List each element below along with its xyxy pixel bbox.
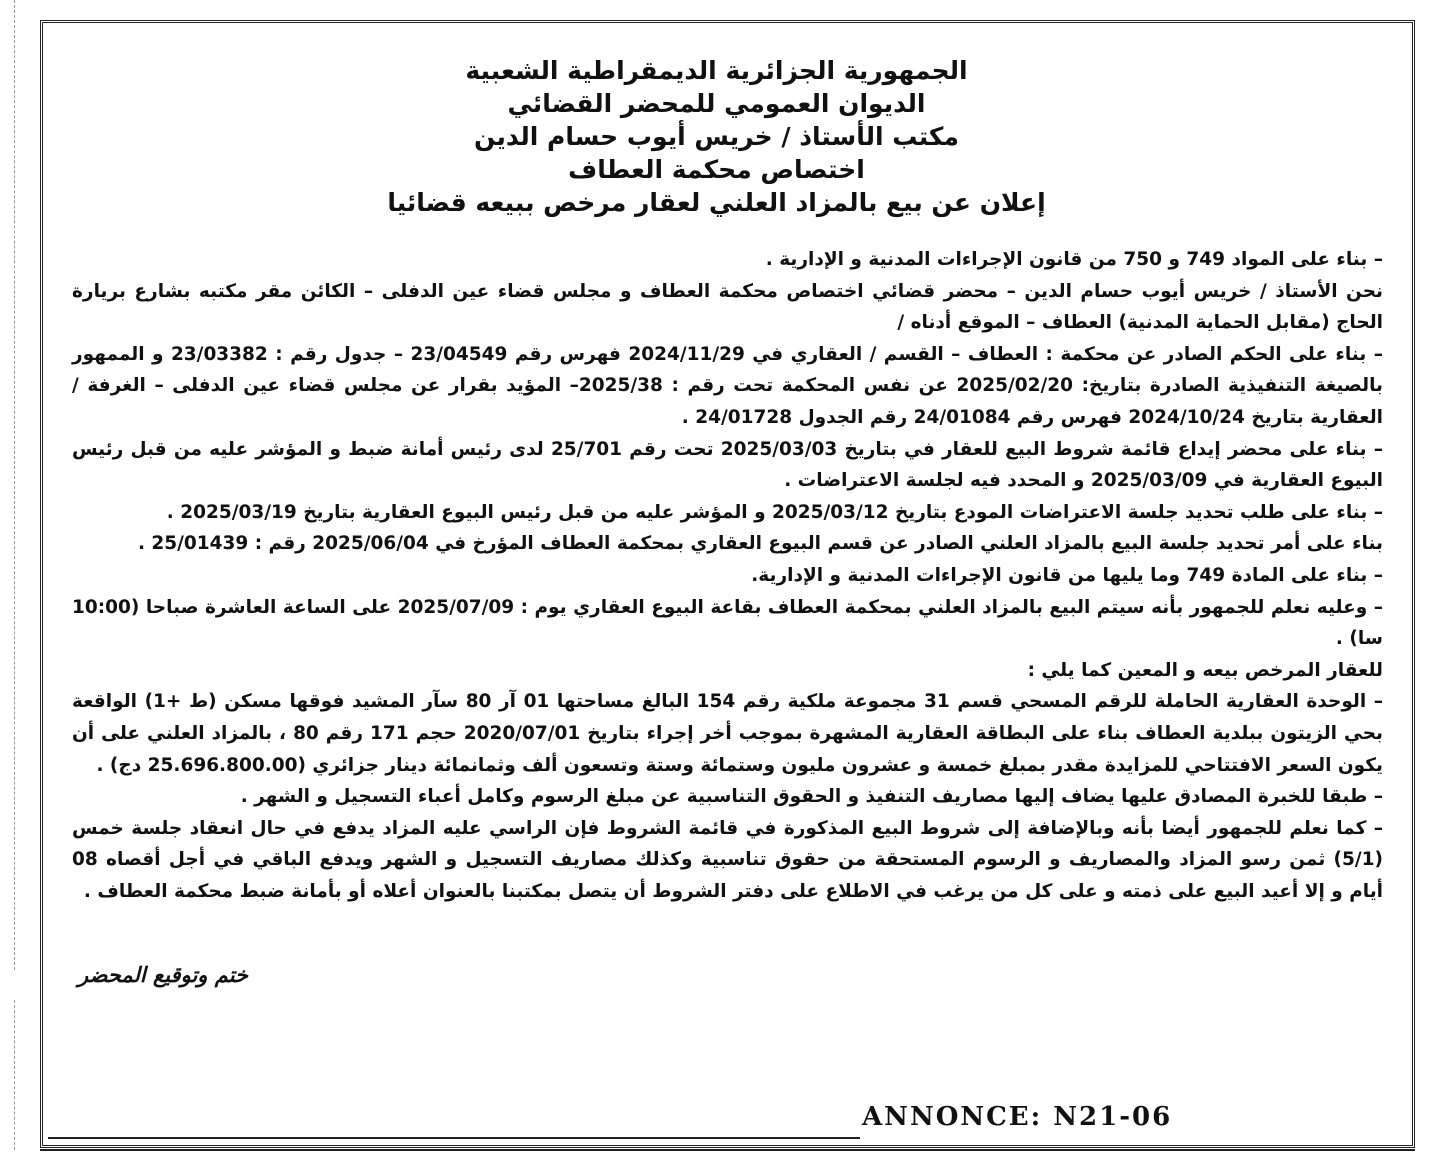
bailiff-office: مكتب الأستاذ / خريس أيوب حسام الدين [474, 122, 959, 151]
paragraph-deposit: – بناء على محضر إيداع قائمة شروط البيع للعقار في بتاريخ 2025/03/03 تحت رقم 25/701 لدى رئيس أمانة ضبط و المؤشر عليه من قبل رئيس البيوع العقارية في 2025/03/09 و المحدد فيه لجلسة الاعتراضات . [72, 438, 1383, 492]
paragraph-judgment: – بناء على الحكم الصادر عن محكمة : العطاف – القسم / العقاري في 2024/11/29 فهرس رقم 23/04549 – جدول رقم : 23/03382 و الممهور بالصيغة التنفيذية الصادرة بتاريخ: 2025/02/20 عن نفس المحكمة تحت رقم : 2025/38– المؤيد بقرار عن مجلس قضاء عين الدفلى – الغرفة / العقارية بتاريخ 2024/10/24 فهرس رقم 24/01084 رقم الجدول 24/01728 . [72, 343, 1383, 428]
frame-bottom-rule [40, 1149, 1415, 1151]
annonce-number: ANNONCE: N21-06 [862, 1102, 1173, 1132]
paragraph-article: – بناء على المادة 749 وما يليها من قانون الإجراءات المدنية و الإدارية. [751, 564, 1383, 586]
republic-name: الجمهورية الجزائرية الديمقراطية الشعبية [465, 56, 968, 85]
paragraph-conditions: – كما نعلم للجمهور أيضا بأنه وبالإضافة إلى شروط البيع المذكورة في قائمة الشروط فإن الراسي عليه المزاد يدفع في حال انعقاد جلسة خمس (5/1) ثمن رسو المزاد والمصاريف و الرسوم المستحقة من حقوق تناسبية وكذلك مصاريف التسجيل و الشهر ويدفع الباقي في أجل أقصاه 08 أيام و إلا أعيد البيع على ذمته و على كل من يرغب في الاطلاع على دفتر الشروط أن يتصل بمكتبنا بالعنوان أعلاه أو بأمانة ضبط محكمة العطاف . [72, 817, 1383, 902]
paragraph-property-intro: للعقار المرخص بيعه و المعين كما يلي : [1027, 659, 1383, 681]
annonce-rule [48, 1137, 860, 1139]
paragraph-objections: – بناء على طلب تحديد جلسة الاعتراضات المودع بتاريخ 2025/03/12 و المؤشر عليه من قبل رئيس البيوع العقارية بتاريخ 2025/03/19 . [166, 501, 1383, 523]
jurisdiction: اختصاص محكمة العطاف [568, 155, 865, 184]
paragraph-expertise: – طبقا للخبرة المصادق عليها يضاف إليها مصاريف التنفيذ و الحقوق التناسبية عن مبلغ الرسوم وكامل أعباء التسجيل و الشهر . [240, 786, 1383, 808]
paragraph-bailiff: نحن الأستاذ / خريس أيوب حسام الدين – محضر قضائي اختصاص محكمة العطاف و مجلس قضاء عين الدفلى – الكائن مقر مكتبه بشارع بريارة الحاج (مقابل الحماية المدنية) العطاف – الموقع أدناه / [72, 280, 1383, 334]
paragraph-sale-order: بناء على أمر تحديد جلسة البيع بالمزاد العلني الصادر عن قسم البيوع العقاري بمحكمة العطاف المؤرخ في 2025/06/04 رقم : 25/01439 . [137, 533, 1383, 555]
paragraph-property: – الوحدة العقارية الحاملة للرقم المسحي قسم 31 مجموعة ملكية رقم 154 البالغ مساحتها 01 آر 80 سآر المشيد فوقها مسكن (ط +1) الواقعة بحي الزيتون ببلدية العطاف بناء على البطاقة العقارية المشهرة بموجب أخر إجراء بتاريخ 2020/07/01 حجم 171 رقم 80 ، بالمزاد العلني على أن يكون السعر الافتتاحي للمزايدة مقدر بمبلغ خمسة و عشرون مليون وستمائة وستة وتسعون ألف وثمانمائة دينار جزائري (25.696.800.00 دج) . [72, 691, 1384, 776]
announcement-title: إعلان عن بيع بالمزاد العلني لعقار مرخص ببيعه قضائيا [387, 188, 1046, 217]
announcement-body [72, 244, 1383, 907]
paragraph-sale-date: – وعليه نعلم للجمهور بأنه سيتم البيع بالمزاد العلني بمحكمة العطاف بقاعة البيوع العقاري يوم : 2025/07/09 على الساعة العاشرة صباحا (10:00 سا) . [72, 596, 1383, 650]
document-header [60, 54, 1373, 219]
office-name: الديوان العمومي للمحضر القضائي [507, 89, 926, 118]
scan-edge-lower [0, 1000, 15, 1150]
paragraph-legal-basis: – بناء على المواد 749 و 750 من قانون الإجراءات المدنية و الإدارية . [765, 249, 1383, 270]
signature-label: ختم وتوقيع المحضر [78, 962, 249, 987]
scan-edge [0, 0, 15, 970]
